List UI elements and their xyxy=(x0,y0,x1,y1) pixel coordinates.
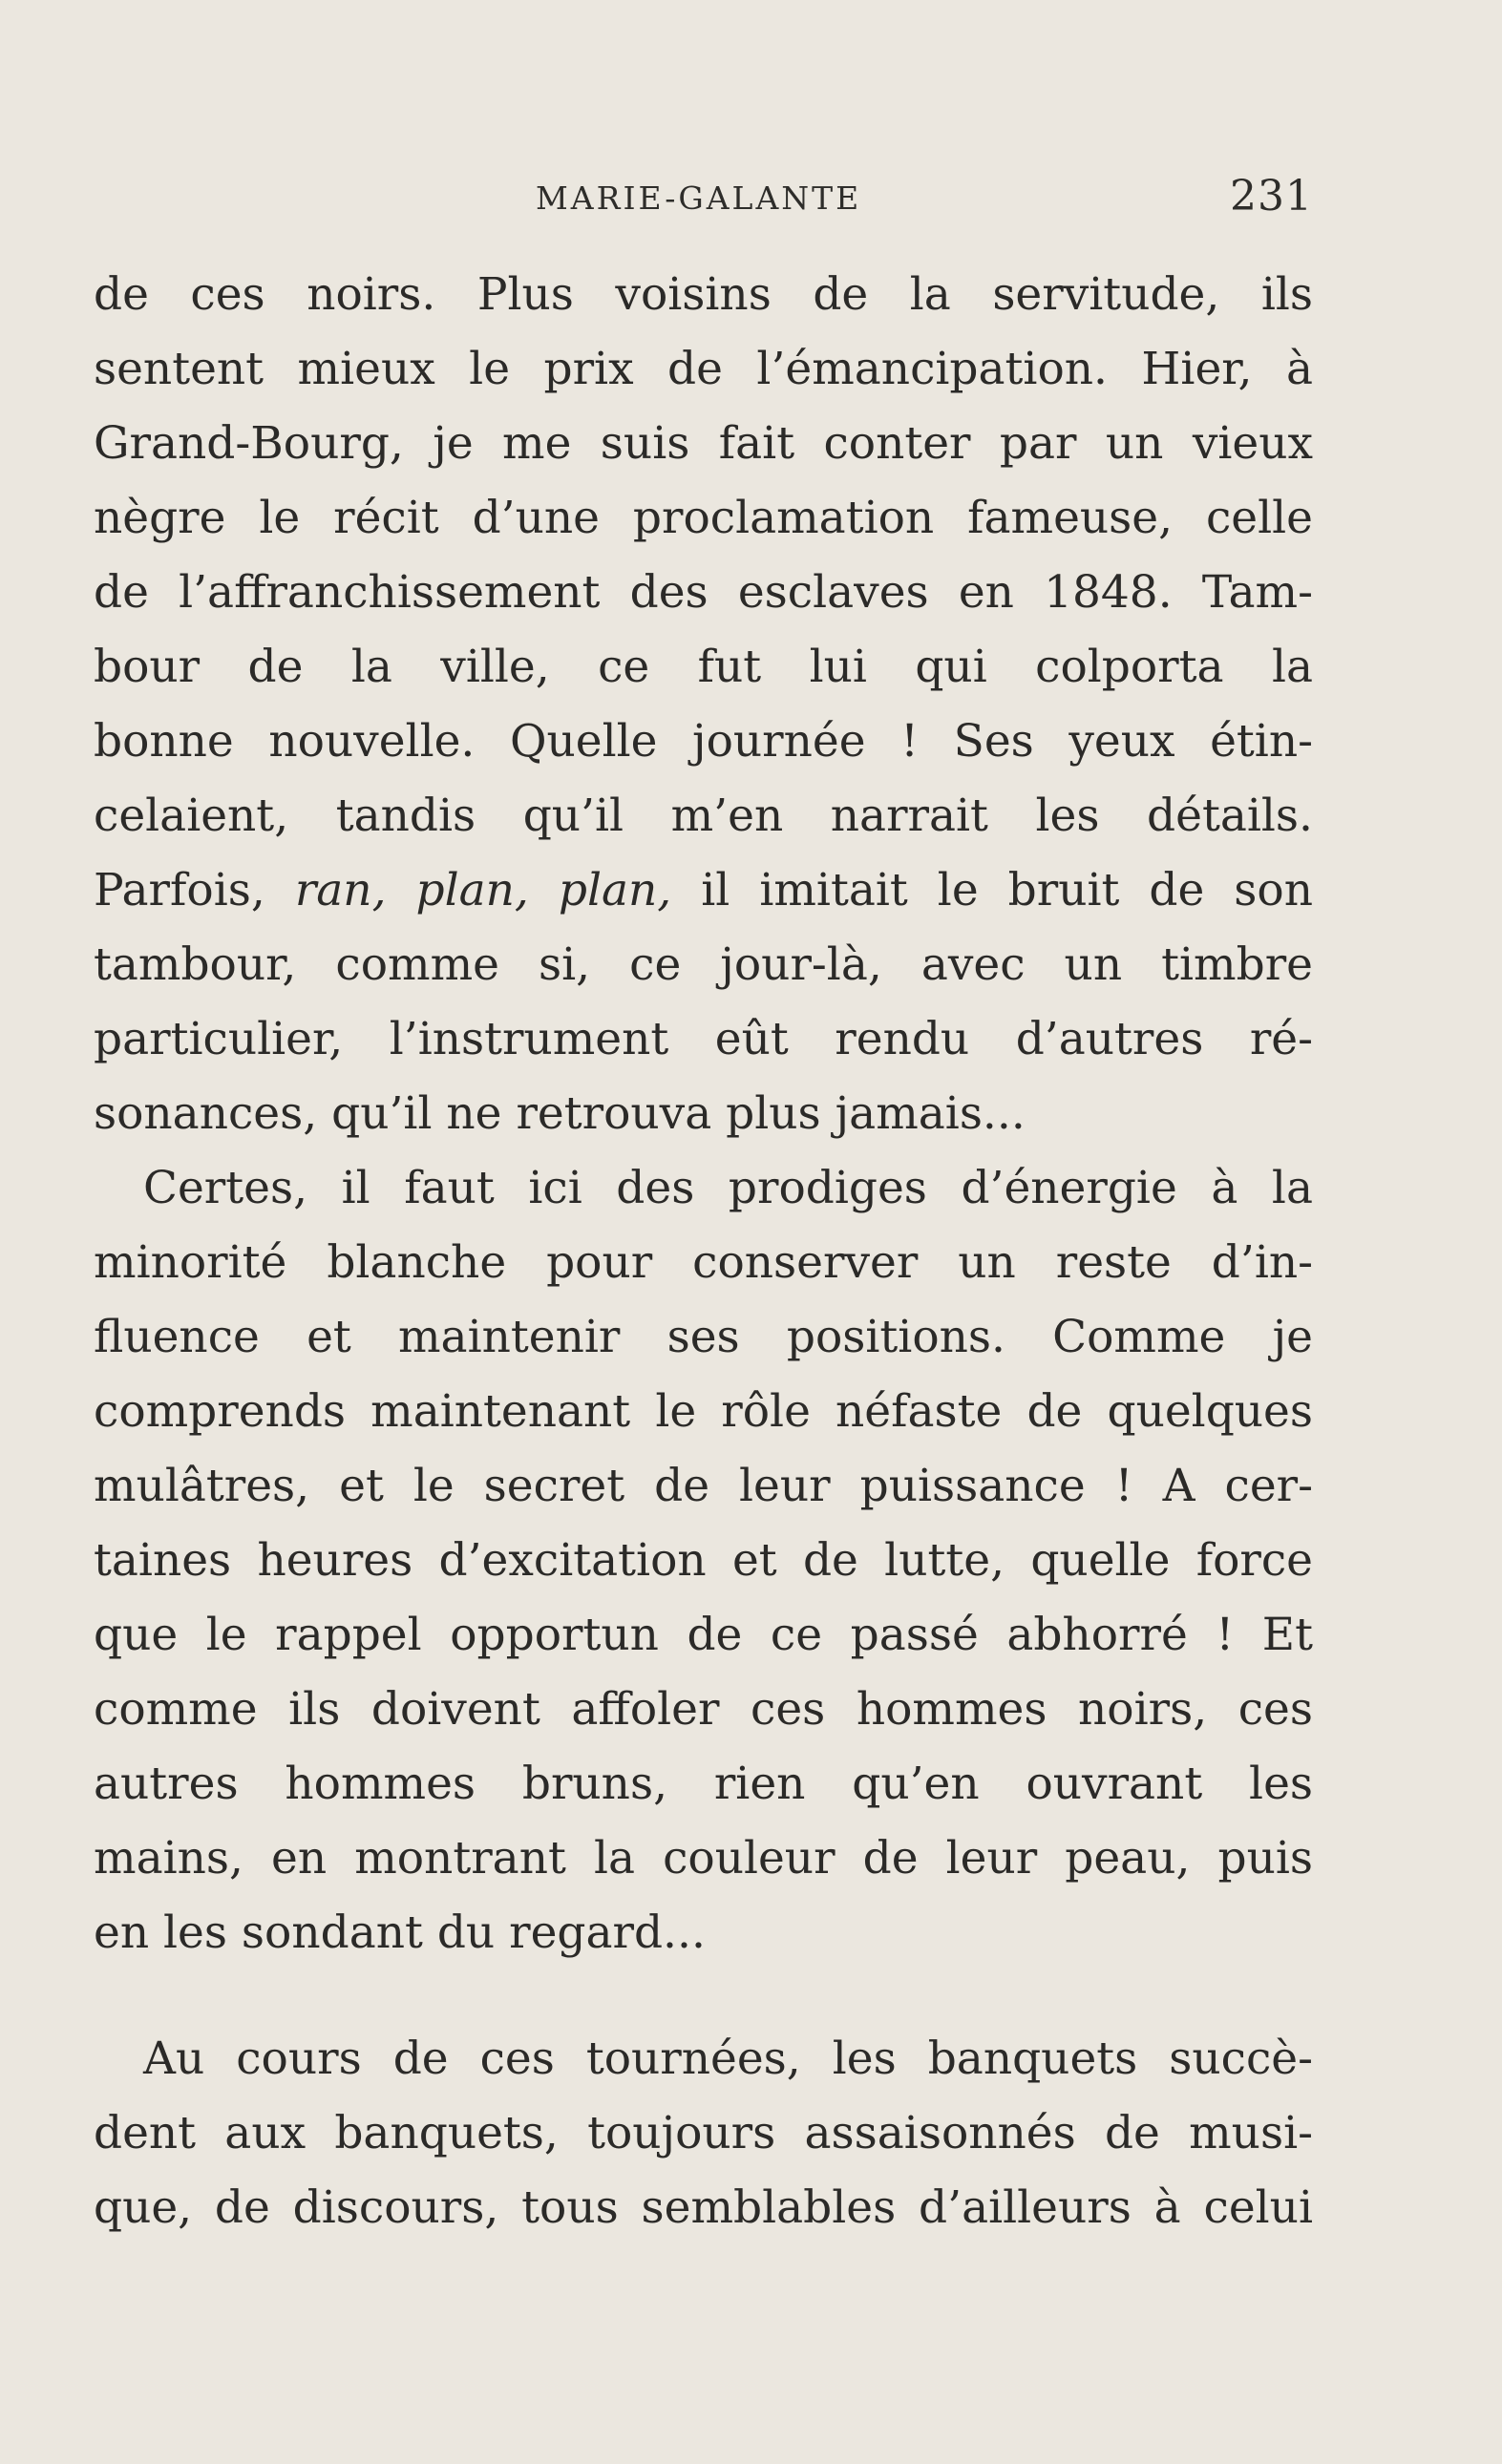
text-line: nègre le récit d’une proclamation fameuse, celle xyxy=(94,492,1313,544)
text-line: sentent mieux le prix de l’émancipation. Hier, à xyxy=(94,343,1313,395)
onomatopoeia-italic: ran, plan, plan, xyxy=(294,864,672,916)
text-line: Grand-Bourg, je me suis fait conter par un vieux xyxy=(94,417,1313,470)
text-line: de ces noirs. Plus voisins de la servitude, ils xyxy=(94,268,1313,321)
body-text xyxy=(94,258,1313,2245)
paragraph-2 xyxy=(94,1151,1313,1970)
text-line-with-italic xyxy=(94,853,1313,928)
text-line: sonances, qu’il ne retrouva plus jamais... xyxy=(94,1087,1026,1140)
section-break xyxy=(94,1970,1313,2022)
text-segment: Parfois, xyxy=(94,864,265,916)
text-line: taines heures d’excitation et de lutte, quelle force xyxy=(94,1534,1313,1587)
text-line: de l’affranchissement des esclaves en 1848. Tam- xyxy=(94,566,1313,619)
running-header xyxy=(94,174,1313,220)
text-line: comme ils doivent affoler ces hommes noirs, ces xyxy=(94,1683,1313,1736)
text-segment: il imitait le bruit de son xyxy=(701,864,1313,916)
text-line: que, de discours, tous semblables d’ailleurs à celui xyxy=(94,2181,1313,2234)
text-line: tambour, comme si, ce jour-là, avec un timbre xyxy=(94,938,1313,991)
text-line: comprends maintenant le rôle néfaste de quelques xyxy=(94,1385,1313,1438)
text-line: dent aux banquets, toujours assaisonnés de musi- xyxy=(94,2107,1313,2159)
paragraph-3 xyxy=(94,2022,1313,2245)
text-line: bour de la ville, ce fut lui qui colporta la xyxy=(94,641,1313,693)
text-line: mulâtres, et le secret de leur puissance ! A cer- xyxy=(94,1460,1313,1512)
text-line: celaient, tandis qu’il m’en narrait les détails. xyxy=(94,790,1313,842)
text-line: bonne nouvelle. Quelle journée ! Ses yeux étin- xyxy=(94,715,1313,768)
text-line: particulier, l’instrument eût rendu d’autres ré- xyxy=(94,1013,1313,1065)
text-line: Certes, il faut ici des prodiges d’énergie à la xyxy=(143,1162,1313,1214)
text-line: en les sondant du regard... xyxy=(94,1906,706,1959)
page-number: 231 xyxy=(1230,172,1313,221)
text-line: minorité blanche pour conserver un reste d’in- xyxy=(94,1236,1313,1289)
paragraph-1 xyxy=(94,258,1313,1151)
text-line: autres hommes bruns, rien qu’en ouvrant les xyxy=(94,1758,1313,1810)
text-line: que le rappel opportun de ce passé abhorré ! Et xyxy=(94,1609,1313,1661)
text-line: fluence et maintenir ses positions. Comme je xyxy=(94,1311,1313,1363)
text-line: mains, en montrant la couleur de leur peau, puis xyxy=(94,1832,1313,1885)
running-title: MARIE-GALANTE xyxy=(536,179,862,217)
text-line: Au cours de ces tournées, les banquets succè- xyxy=(143,2032,1313,2085)
